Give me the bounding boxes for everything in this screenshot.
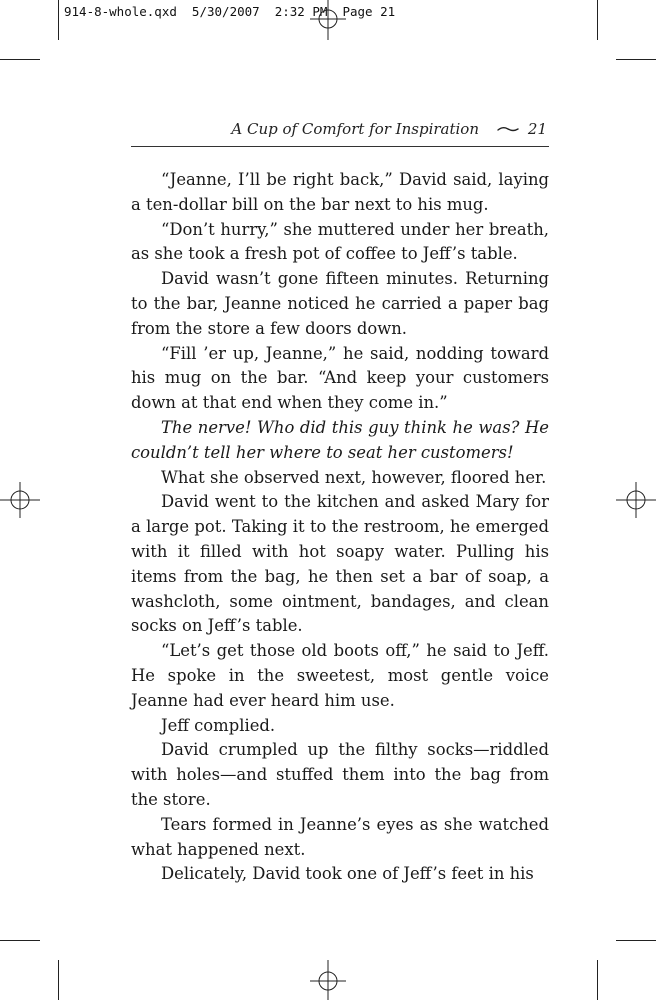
paragraph: “Jeanne, I’ll be right back,” David said, laying a ten-dollar bill on the bar next to his mug.: [131, 170, 549, 214]
registration-mark-left-icon: [0, 480, 40, 520]
paragraph: David crumpled up the filthy socks—riddled with holes—and stuffed them into the bag from the store.: [131, 740, 549, 809]
crop-mark-top-left-vertical: [58, 0, 59, 40]
crop-mark-bottom-left-horizontal: [0, 940, 40, 941]
registration-mark-right-icon: [616, 480, 656, 520]
crop-mark-top-left-horizontal: [0, 59, 40, 60]
crop-mark-top-right-horizontal: [616, 59, 656, 60]
paragraph: David went to the kitchen and asked Mary for a large pot. Taking it to the restroom, he emerged with it filled with hot soapy water. Pulling his items from the bag, he then set a bar of soap, a washcloth, some ointment, bandages, and clean socks on Jeff’s table.: [131, 492, 549, 636]
crop-mark-top-right-vertical: [597, 0, 598, 40]
crop-mark-bottom-right-vertical: [597, 960, 598, 1000]
paragraph: “Don’t hurry,” she muttered under her breath, as she took a fresh pot of coffee to Jeff’s table.: [131, 219, 549, 264]
paragraph: “Let’s get those old boots off,” he said to Jeff. He spoke in the sweetest, most gentle voice Jeanne had ever heard him use.: [131, 641, 549, 710]
page-number: 21: [527, 120, 547, 138]
paragraph: David wasn’t gone fifteen minutes. Returning to the bar, Jeanne noticed he carried a paper bag from the store a few doors down.: [131, 269, 549, 338]
running-title: A Cup of Comfort for Inspiration: [231, 120, 479, 138]
file-slug-line: 914-8-whole.qxd 5/30/2007 2:32 PM Page 21: [64, 4, 396, 19]
crop-mark-bottom-right-horizontal: [616, 940, 656, 941]
ornament-swash-icon: [497, 125, 519, 135]
paragraph: “Fill ’er up, Jeanne,” he said, nodding toward his mug on the bar. “And keep your customers down at that end when they come in.”: [131, 343, 549, 413]
italic-paragraph: The nerve! Who did this guy think he was? He couldn’t tell her where to seat her customers!: [131, 417, 549, 462]
paragraph: What she observed next, however, floored her.: [161, 467, 547, 487]
paragraph: Jeff complied.: [161, 715, 276, 735]
registration-mark-top-icon: [308, 0, 348, 40]
registration-mark-bottom-icon: [308, 960, 348, 1000]
paragraph: Tears formed in Jeanne’s eyes as she watched what happened next.: [131, 814, 549, 859]
body-text: [131, 168, 549, 887]
crop-mark-bottom-left-vertical: [58, 960, 59, 1000]
running-header: [131, 118, 549, 147]
paragraph: Delicately, David took one of Jeff’s feet in his: [161, 864, 534, 884]
